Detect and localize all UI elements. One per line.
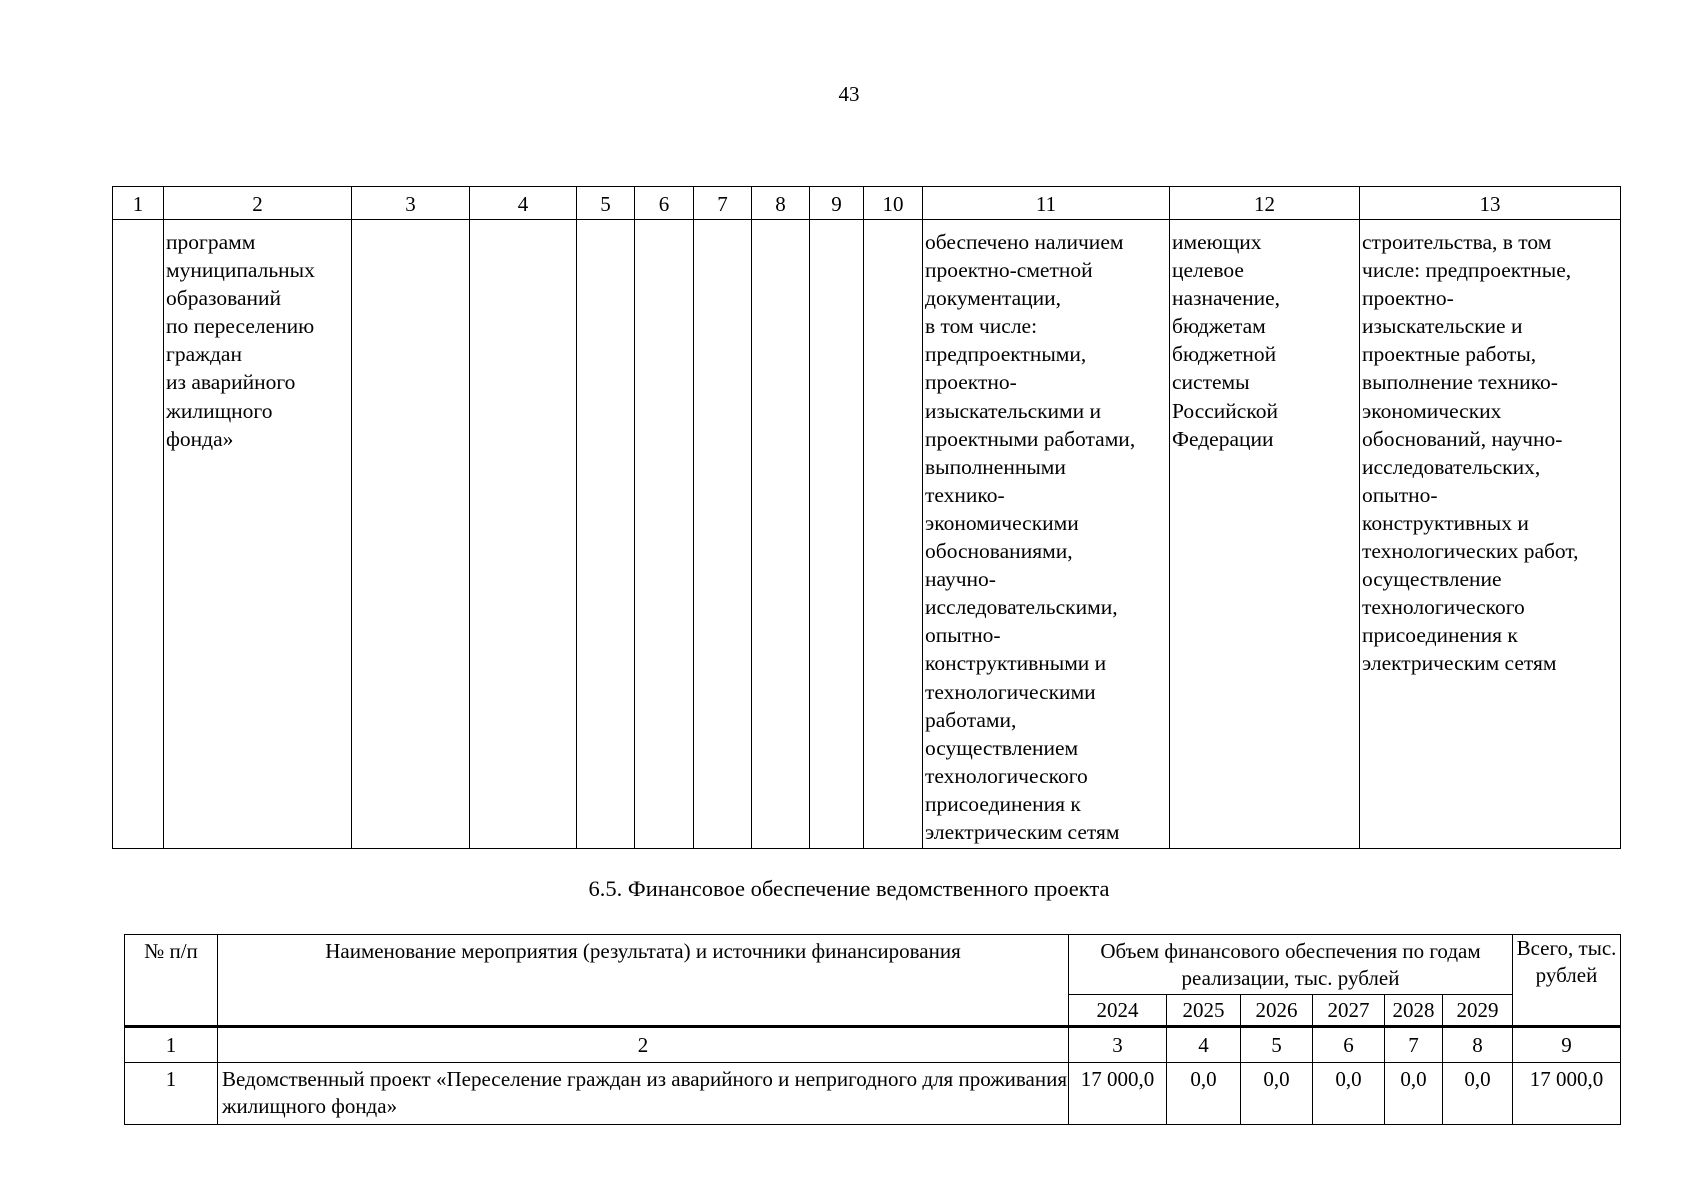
text-line: экономическими xyxy=(925,510,1079,535)
text-line: конструктивными и xyxy=(925,651,1107,676)
text-line: имеющих xyxy=(1172,230,1262,254)
column-header-volume: Объем финансового обеспечения по годам реализации, тыс. рублей xyxy=(1069,935,1513,995)
text-line: выполнение технико- xyxy=(1362,370,1558,395)
row-number: 1 xyxy=(125,1063,218,1125)
column-number-cell: 7 xyxy=(694,187,752,220)
text-line: электрическим сетям xyxy=(1362,651,1557,676)
column-header-number: № п/п xyxy=(125,935,218,1027)
description-cell xyxy=(1170,220,1360,849)
column-number-cell: 12 xyxy=(1170,187,1360,220)
empty-cell xyxy=(864,220,923,849)
row-value-2029: 0,0 xyxy=(1443,1063,1513,1125)
column-number-row xyxy=(113,187,1621,220)
column-header-total: Всего, тыс. рублей xyxy=(1513,935,1621,1027)
text-line: работами, xyxy=(925,707,1017,732)
column-number-cell: 6 xyxy=(635,187,694,220)
column-number-cell: 1 xyxy=(125,1027,218,1063)
text-line: бюджетам xyxy=(1172,314,1266,339)
text-line: проектно- xyxy=(925,370,1017,395)
row-value-2027: 0,0 xyxy=(1313,1063,1385,1125)
row-value-2028: 0,0 xyxy=(1385,1063,1443,1125)
text-line: муниципальных xyxy=(166,258,315,283)
row-name: Ведомственный проект «Переселение граждан из аварийного и непригодного для проживания жилищного фонда» xyxy=(218,1063,1069,1125)
column-number-row xyxy=(125,1027,1621,1063)
column-number-cell: 4 xyxy=(470,187,577,220)
column-number-cell: 3 xyxy=(352,187,470,220)
empty-cell xyxy=(470,220,577,849)
year-header: 2026 xyxy=(1241,995,1313,1027)
empty-cell xyxy=(352,220,470,849)
text-line: бюджетной xyxy=(1172,342,1277,367)
text-line: экономических xyxy=(1362,398,1502,423)
column-number-cell: 7 xyxy=(1385,1027,1443,1063)
text-line: проектно- xyxy=(1362,286,1454,311)
column-number-cell: 2 xyxy=(164,187,352,220)
year-header: 2024 xyxy=(1069,995,1167,1027)
year-header: 2027 xyxy=(1313,995,1385,1027)
row-value-2025: 0,0 xyxy=(1167,1063,1241,1125)
empty-cell xyxy=(810,220,864,849)
text-line: программ xyxy=(166,230,256,254)
text-line: исследовательскими, xyxy=(925,595,1118,620)
text-line: по переселению xyxy=(166,314,315,339)
text-line: опытно- xyxy=(1362,482,1438,507)
text-line: конструктивных и xyxy=(1362,510,1529,535)
column-number-cell: 11 xyxy=(923,187,1170,220)
section-title: 6.5. Финансовое обеспечение ведомственного проекта xyxy=(588,876,1110,901)
row-value-2026: 0,0 xyxy=(1241,1063,1313,1125)
text-line: выполненными xyxy=(925,454,1066,479)
column-number-cell: 5 xyxy=(577,187,635,220)
finance-table xyxy=(124,934,1621,1125)
text-line: технологическими xyxy=(925,679,1096,704)
text-line: обеспечено наличием xyxy=(925,230,1124,254)
text-line: Российской xyxy=(1172,398,1278,423)
column-number-cell: 8 xyxy=(1443,1027,1513,1063)
text-line: осуществлением xyxy=(925,735,1079,760)
text-line: в том числе: xyxy=(925,314,1038,339)
column-number-cell: 9 xyxy=(1513,1027,1621,1063)
text-line: электрическим сетям xyxy=(925,819,1120,844)
text-line: технологических работ, xyxy=(1362,539,1579,564)
text-line: проектные работы, xyxy=(1362,342,1537,367)
column-number-cell: 8 xyxy=(752,187,810,220)
text-line: предпроектными, xyxy=(925,342,1087,367)
text-line: жилищного xyxy=(166,398,273,423)
finance-header-row xyxy=(125,935,1621,995)
text-line: присоединения к xyxy=(925,791,1081,816)
description-cell xyxy=(923,220,1170,849)
text-line: технологического xyxy=(1362,595,1525,620)
empty-cell xyxy=(694,220,752,849)
text-line: осуществление xyxy=(1362,567,1502,592)
row-value-2024: 17 000,0 xyxy=(1069,1063,1167,1125)
column-number-cell: 5 xyxy=(1241,1027,1313,1063)
text-line: строительства, в том xyxy=(1362,230,1552,254)
text-line: фонда» xyxy=(166,426,234,451)
text-line: изыскательские и xyxy=(1362,314,1523,339)
text-line: из аварийного xyxy=(166,370,296,395)
text-line: системы xyxy=(1172,370,1250,395)
column-number-cell: 1 xyxy=(113,187,164,220)
text-line: образований xyxy=(166,286,282,311)
text-line: технологического xyxy=(925,763,1088,788)
text-line: граждан xyxy=(166,342,242,367)
text-line: числе: предпроектные, xyxy=(1362,258,1572,283)
empty-cell xyxy=(635,220,694,849)
column-number-cell: 3 xyxy=(1069,1027,1167,1063)
text-line: целевое xyxy=(1172,258,1244,283)
column-number-cell: 10 xyxy=(864,187,923,220)
column-number-cell: 6 xyxy=(1313,1027,1385,1063)
text-line: исследовательских, xyxy=(1362,454,1541,479)
column-number-cell: 13 xyxy=(1360,187,1621,220)
table-row xyxy=(125,1063,1621,1125)
year-header: 2025 xyxy=(1167,995,1241,1027)
column-number-cell: 4 xyxy=(1167,1027,1241,1063)
text-line: проектно-сметной xyxy=(925,258,1093,283)
text-line: присоединения к xyxy=(1362,623,1518,648)
empty-cell xyxy=(752,220,810,849)
year-header: 2029 xyxy=(1443,995,1513,1027)
text-line: технико- xyxy=(925,482,1005,507)
text-line: обоснованиями, xyxy=(925,539,1073,564)
page-number: 43 xyxy=(838,82,860,106)
description-cell xyxy=(1360,220,1621,849)
text-line: Федерации xyxy=(1172,426,1274,451)
column-header-name: Наименование мероприятия (результата) и источники финансирования xyxy=(218,935,1069,1027)
continuation-table xyxy=(112,186,1621,849)
text-line: назначение, xyxy=(1172,286,1281,311)
text-line: документации, xyxy=(925,286,1062,311)
table-row xyxy=(113,220,1621,849)
text-line: научно- xyxy=(925,567,996,592)
year-header: 2028 xyxy=(1385,995,1443,1027)
empty-cell xyxy=(577,220,635,849)
column-number-cell: 9 xyxy=(810,187,864,220)
project-name-cell xyxy=(164,220,352,849)
empty-cell xyxy=(113,220,164,849)
text-line: проектными работами, xyxy=(925,426,1136,451)
text-line: обоснований, научно- xyxy=(1362,426,1563,451)
text-line: опытно- xyxy=(925,623,1001,648)
text-line: изыскательскими и xyxy=(925,398,1102,423)
column-number-cell: 2 xyxy=(218,1027,1069,1063)
row-total: 17 000,0 xyxy=(1513,1063,1621,1125)
